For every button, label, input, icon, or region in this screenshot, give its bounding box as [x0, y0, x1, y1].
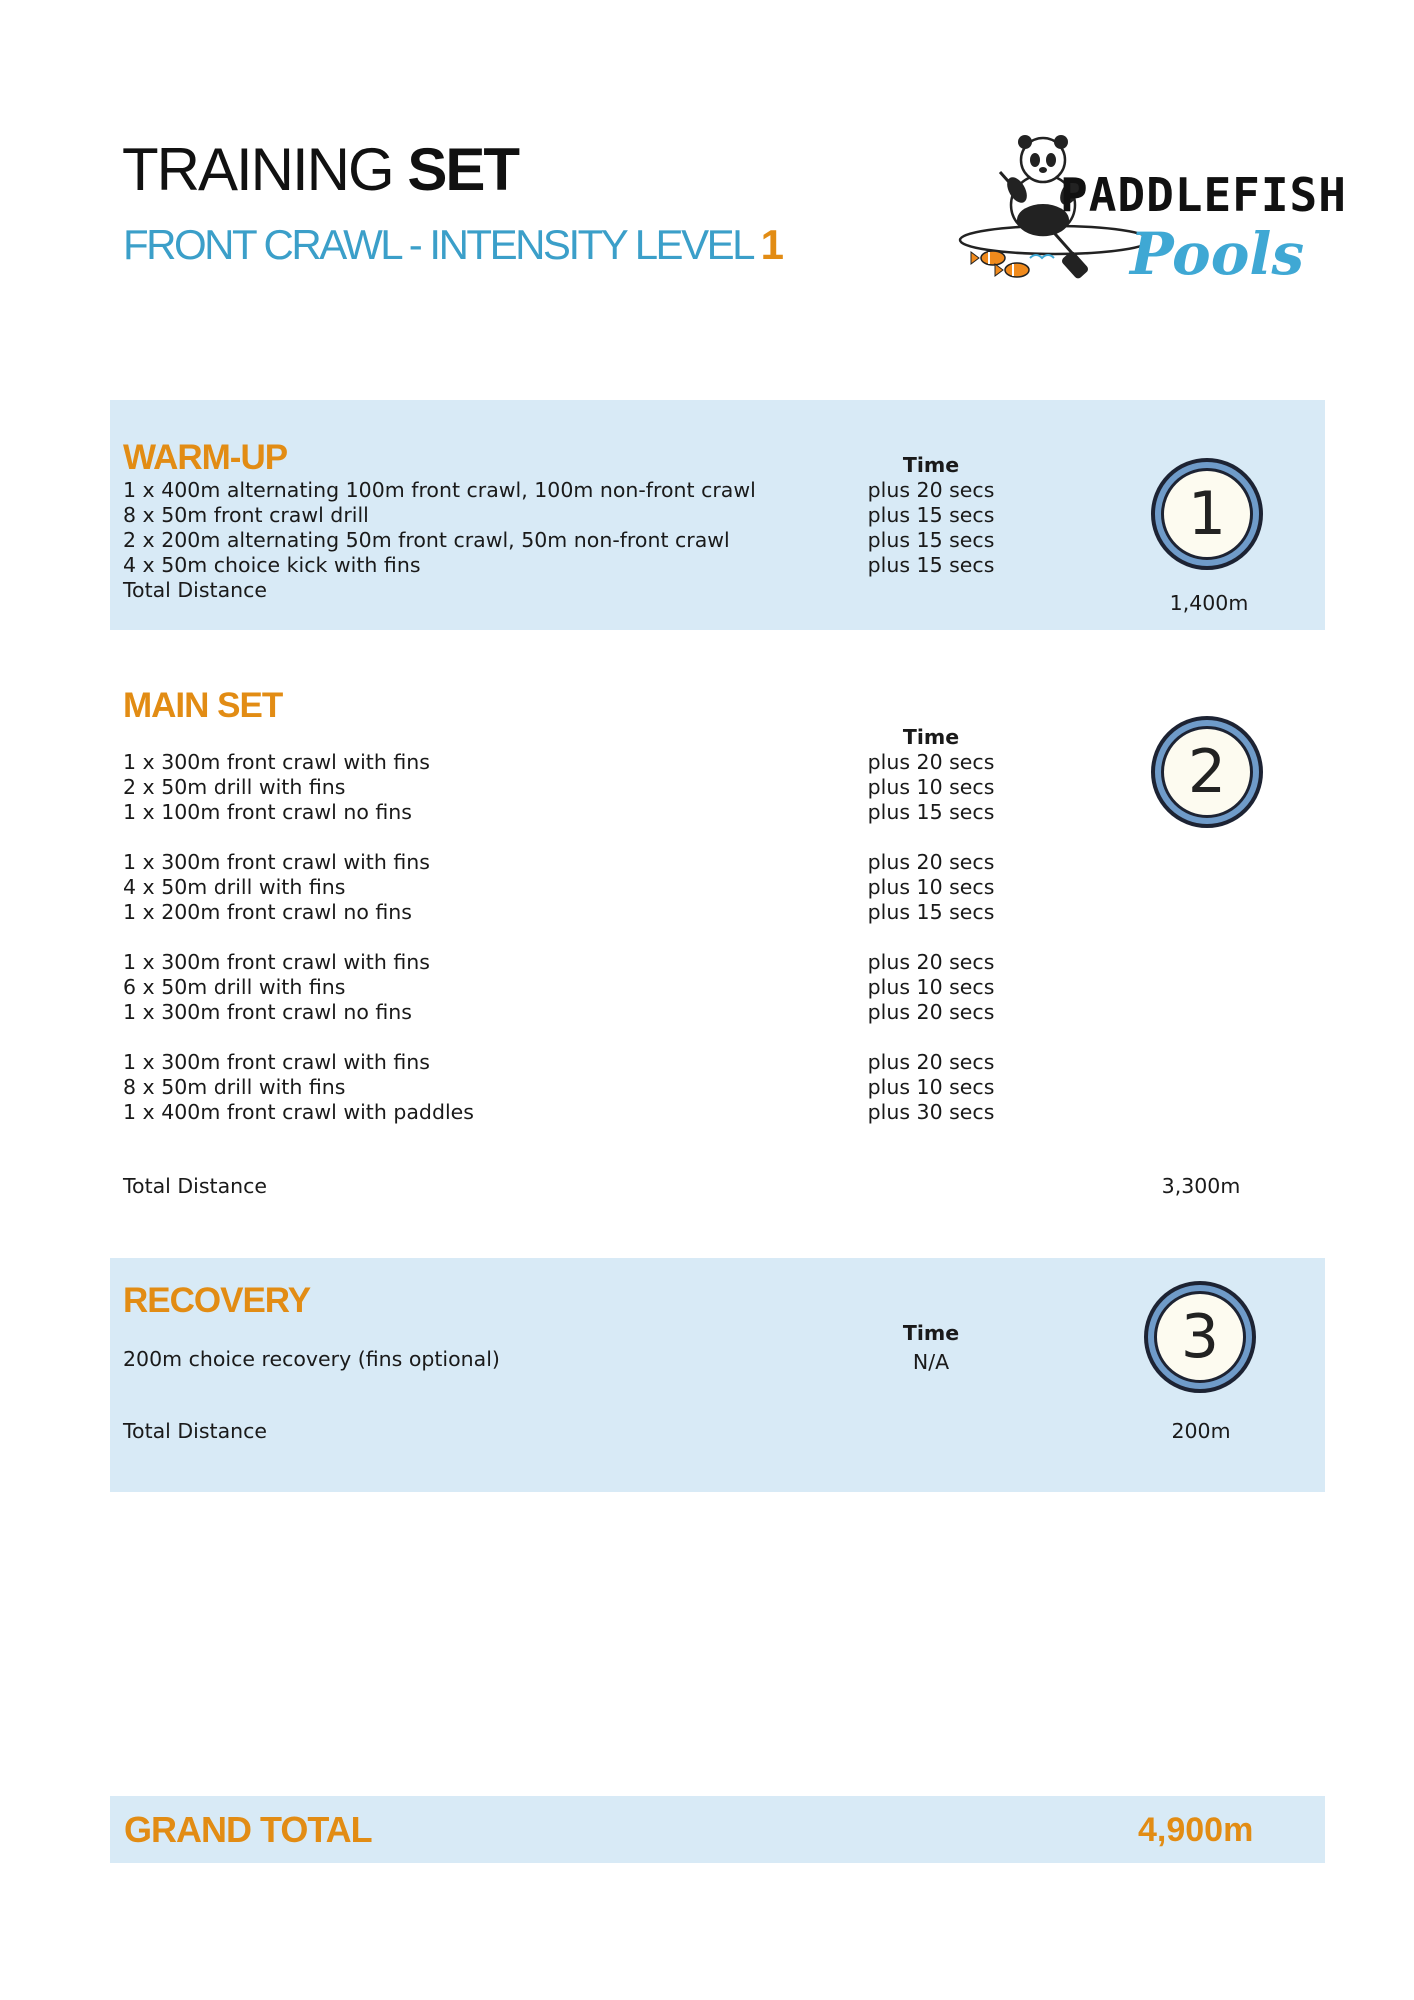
- main-total-value: 3,300m: [1161, 1174, 1241, 1198]
- grand-total-value: 4,900m: [1138, 1811, 1254, 1849]
- main-time: plus 10 secs: [867, 875, 995, 899]
- main-item: 4 x 50m drill with fins: [123, 875, 346, 899]
- warmup-heading: WARM-UP: [123, 438, 288, 477]
- main-time-header: Time: [902, 725, 960, 749]
- main-item: 6 x 50m drill with fins: [123, 975, 346, 999]
- main-time: plus 10 secs: [867, 1075, 995, 1099]
- main-time: plus 15 secs: [867, 900, 995, 924]
- main-heading: MAIN SET: [123, 686, 283, 725]
- logo-brand-text: PADDLEFISH: [1060, 168, 1347, 222]
- main-item: 1 x 300m front crawl with fins: [123, 1050, 430, 1074]
- main-time: plus 10 secs: [867, 775, 995, 799]
- main-item: 1 x 200m front crawl no fins: [123, 900, 412, 924]
- recovery-step-badge: 3: [1144, 1281, 1256, 1393]
- main-time: plus 20 secs: [867, 1050, 995, 1074]
- main-time: plus 10 secs: [867, 975, 995, 999]
- main-time: plus 20 secs: [867, 1000, 995, 1024]
- recovery-time-header: Time: [902, 1321, 960, 1345]
- main-time: plus 30 secs: [867, 1100, 995, 1124]
- warmup-time: plus 20 secs: [867, 478, 995, 502]
- recovery-heading: RECOVERY: [123, 1281, 311, 1320]
- warmup-total-label: Total Distance: [123, 578, 268, 602]
- warmup-time: plus 15 secs: [867, 553, 995, 577]
- recovery-total-label: Total Distance: [123, 1419, 268, 1443]
- page-title: TRAINING SET: [122, 136, 519, 203]
- main-item: 1 x 100m front crawl no fins: [123, 800, 412, 824]
- main-time: plus 20 secs: [867, 950, 995, 974]
- recovery-time: N/A: [912, 1350, 950, 1374]
- logo-sub-text: Pools: [1130, 220, 1305, 288]
- main-step-badge: 2: [1151, 716, 1263, 828]
- main-item: 1 x 300m front crawl with fins: [123, 850, 430, 874]
- main-item: 2 x 50m drill with fins: [123, 775, 346, 799]
- warmup-total-value: 1,400m: [1169, 591, 1249, 615]
- main-item: 1 x 300m front crawl no fins: [123, 1000, 412, 1024]
- warmup-item: 4 x 50m choice kick with fins: [123, 553, 421, 577]
- warmup-item: 1 x 400m alternating 100m front crawl, 100m non-front crawl: [123, 478, 756, 502]
- main-item: 1 x 400m front crawl with paddles: [123, 1100, 474, 1124]
- warmup-step-badge: 1: [1151, 458, 1263, 570]
- main-item: 1 x 300m front crawl with fins: [123, 750, 430, 774]
- intensity-level: 1: [760, 221, 784, 268]
- warmup-time: plus 15 secs: [867, 503, 995, 527]
- recovery-total-value: 200m: [1171, 1419, 1231, 1443]
- main-total-label: Total Distance: [123, 1174, 268, 1198]
- warmup-time: plus 15 secs: [867, 528, 995, 552]
- main-time: plus 20 secs: [867, 750, 995, 774]
- main-time: plus 15 secs: [867, 800, 995, 824]
- page-subtitle: FRONT CRAWL - INTENSITY LEVEL 1: [123, 221, 784, 268]
- grand-total-label: GRAND TOTAL: [124, 1809, 372, 1850]
- warmup-item: 8 x 50m front crawl drill: [123, 503, 369, 527]
- warmup-time-header: Time: [902, 453, 960, 477]
- warmup-item: 2 x 200m alternating 50m front crawl, 50m non-front crawl: [123, 528, 730, 552]
- recovery-item: 200m choice recovery (fins optional): [123, 1347, 500, 1371]
- main-item: 8 x 50m drill with fins: [123, 1075, 346, 1099]
- main-item: 1 x 300m front crawl with fins: [123, 950, 430, 974]
- main-time: plus 20 secs: [867, 850, 995, 874]
